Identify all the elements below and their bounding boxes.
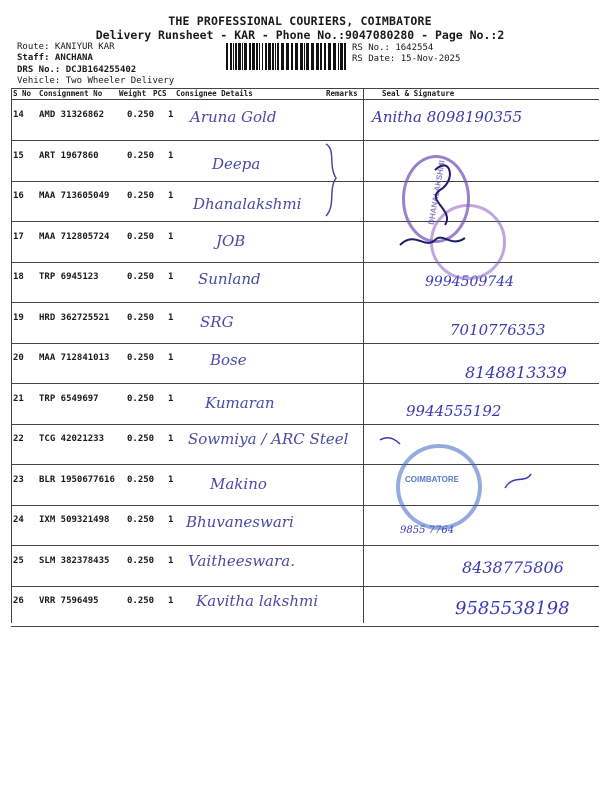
staff-label: Staff: ANCHANA xyxy=(17,53,93,63)
row-consignee-handwritten: Bhuvaneswari xyxy=(186,513,294,531)
row-sno: 14 xyxy=(13,110,24,120)
row-sno: 25 xyxy=(13,555,24,566)
row-pcs: 1 xyxy=(168,474,174,485)
col-header-pcs: PCS xyxy=(153,89,167,98)
row-weight: 0.250 xyxy=(127,150,155,161)
col-header-sno: S No xyxy=(13,89,32,98)
table-row xyxy=(11,384,599,424)
row-consignee-handwritten: Sowmiya / ARC Steel xyxy=(188,430,349,448)
row-consignment-no: MAA 713605049 xyxy=(39,191,110,201)
row-sno: 22 xyxy=(13,434,24,444)
row-pcs: 1 xyxy=(168,555,174,566)
row-consignment-no: SLM 382378435 xyxy=(39,555,110,566)
row-sno: 19 xyxy=(13,312,24,323)
row-pcs: 1 xyxy=(168,150,174,161)
col-header-weight: Weight xyxy=(119,89,147,98)
row-sno: 20 xyxy=(13,353,24,363)
row-pcs: 1 xyxy=(168,110,174,120)
row-sno: 18 xyxy=(13,272,24,282)
row-consignment-no: AMD 31326862 xyxy=(39,110,105,120)
row-weight: 0.250 xyxy=(127,555,155,566)
row-consignment-no: TCG 42021233 xyxy=(39,434,105,444)
row-weight: 0.250 xyxy=(127,393,155,404)
bracket-mark xyxy=(322,140,342,220)
row-signature: 8148813339 xyxy=(465,363,567,382)
row-consignee-handwritten: Kavitha lakshmi xyxy=(196,592,319,610)
table-row xyxy=(11,222,599,262)
row-consignment-no: MAA 712805724 xyxy=(39,231,110,242)
row-sno: 26 xyxy=(13,596,24,606)
row-sno: 16 xyxy=(13,191,24,201)
row-pcs: 1 xyxy=(168,272,174,282)
row-consignment-no: VRR 7596495 xyxy=(39,596,99,606)
row-consignment-no: TRP 6945123 xyxy=(39,272,99,282)
row-signature: Anitha 8098190355 xyxy=(372,108,523,126)
row-consignee-handwritten: Sunland xyxy=(198,270,261,288)
rs-number: RS No.: 1642554 xyxy=(352,43,434,53)
row-consignment-no: TRP 6549697 xyxy=(39,393,99,404)
signature-scribble-2 xyxy=(365,430,545,500)
col-header-seal: Seal & Signature xyxy=(382,89,455,98)
rs-date: RS Date: 15-Nov-2025 xyxy=(352,54,461,64)
runsheet-subtitle: Delivery Runsheet - KAR - Phone No.:9047080280 - Page No.:2 xyxy=(95,28,505,42)
signature-scribble-1 xyxy=(395,150,475,260)
table-row xyxy=(11,141,599,181)
row-weight: 0.250 xyxy=(127,474,155,485)
row-pcs: 1 xyxy=(168,231,174,242)
row-signature: 9944555192 xyxy=(406,401,502,420)
row-consignee-handwritten: Vaitheeswara. xyxy=(188,551,295,570)
row-consignee-handwritten: SRG xyxy=(200,312,234,331)
table-row xyxy=(11,181,599,221)
drs-number: DRS No.: DCJB164255402 xyxy=(17,65,137,75)
row-consignment-no: ART 1967860 xyxy=(39,150,99,161)
row-pcs: 1 xyxy=(168,596,174,606)
row-sno: 21 xyxy=(13,393,24,404)
row-consignee-handwritten: Deepa xyxy=(212,154,261,173)
row-signature: 9855 7764 xyxy=(400,525,455,536)
stamp-blue-text: COIMBATORE xyxy=(405,475,459,484)
row-weight: 0.250 xyxy=(127,515,155,525)
row-pcs: 1 xyxy=(168,353,174,363)
col-header-remarks: Remarks xyxy=(326,89,358,98)
row-weight: 0.250 xyxy=(127,596,155,606)
route-label: Route: KANIYUR KAR xyxy=(17,42,115,52)
row-weight: 0.250 xyxy=(127,434,155,444)
barcode-image xyxy=(226,43,348,70)
col-header-consignee: Consignee Details xyxy=(176,89,253,98)
col-header-consignment: Consignment No xyxy=(39,89,103,98)
table-row xyxy=(11,505,599,545)
row-sno: 23 xyxy=(13,474,24,485)
stamp-purple-text: DHANALAKSHMI xyxy=(426,159,447,226)
row-weight: 0.250 xyxy=(127,191,155,201)
row-consignee-handwritten: Dhanalakshmi xyxy=(193,195,302,213)
row-sno: 17 xyxy=(13,231,24,242)
row-consignee-handwritten: JOB xyxy=(216,231,246,250)
row-weight: 0.250 xyxy=(127,110,155,120)
row-sno: 15 xyxy=(13,150,24,161)
row-consignee-handwritten: Aruna Gold xyxy=(190,108,277,126)
row-signature: 7010776353 xyxy=(450,320,546,339)
row-pcs: 1 xyxy=(168,393,174,404)
row-consignment-no: IXM 509321498 xyxy=(39,515,110,525)
row-weight: 0.250 xyxy=(127,353,155,363)
row-sno: 24 xyxy=(13,515,24,525)
vehicle-label: Vehicle: Two Wheeler Delivery xyxy=(17,76,175,86)
row-consignment-no: BLR 1950677616 xyxy=(39,474,115,485)
row-pcs: 1 xyxy=(168,434,174,444)
row-signature: 8438775806 xyxy=(462,557,564,577)
row-divider xyxy=(11,626,599,627)
row-pcs: 1 xyxy=(168,191,174,201)
row-signature: 9994509744 xyxy=(425,274,515,290)
row-weight: 0.250 xyxy=(127,312,155,323)
row-pcs: 1 xyxy=(168,312,174,323)
row-consignment-no: MAA 712841013 xyxy=(39,353,110,363)
company-title: THE PROFESSIONAL COURIERS, COIMBATORE xyxy=(168,14,432,28)
row-weight: 0.250 xyxy=(127,231,155,242)
row-signature: 9585538198 xyxy=(455,598,570,619)
row-consignment-no: HRD 362725521 xyxy=(39,312,110,323)
row-weight: 0.250 xyxy=(127,272,155,282)
row-pcs: 1 xyxy=(168,515,174,525)
row-consignee-handwritten: Makino xyxy=(210,474,267,493)
row-consignee-handwritten: Bose xyxy=(210,351,247,369)
row-consignee-handwritten: Kumaran xyxy=(205,393,275,412)
